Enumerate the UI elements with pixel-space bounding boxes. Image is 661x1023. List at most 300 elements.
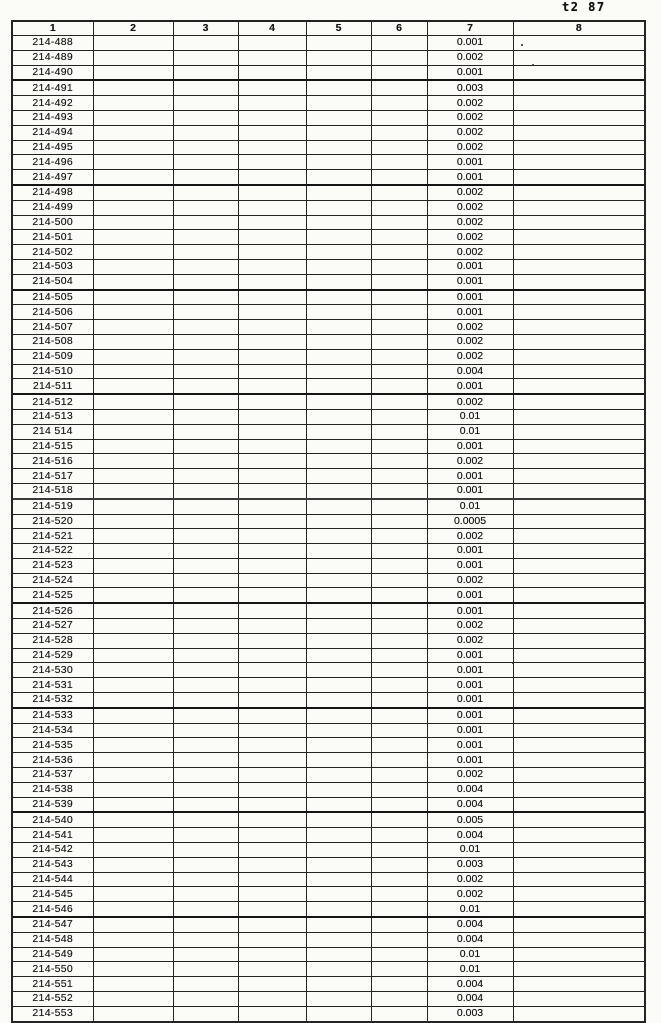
- empty-cell: [513, 962, 645, 977]
- table-row: [12, 603, 645, 618]
- empty-cell: [513, 723, 645, 738]
- sample-id-cell: 214-551: [12, 977, 93, 992]
- empty-cell: [513, 110, 645, 125]
- value-cell: 0.001: [427, 36, 513, 51]
- empty-cell: [371, 797, 427, 812]
- value-cell: 0.005: [427, 812, 513, 827]
- sample-id-cell: 214-549: [12, 947, 93, 962]
- value-cell: 0.004: [427, 932, 513, 947]
- empty-cell: [93, 200, 173, 215]
- empty-cell: [306, 992, 371, 1007]
- empty-cell: [238, 364, 306, 379]
- value-cell: 0.002: [427, 394, 513, 409]
- empty-cell: [306, 454, 371, 469]
- empty-cell: [513, 499, 645, 514]
- table-row: [12, 797, 645, 812]
- empty-cell: [513, 828, 645, 843]
- page-number: t2 87: [562, 0, 606, 14]
- empty-cell: [173, 80, 238, 95]
- empty-cell: [173, 185, 238, 200]
- empty-cell: [93, 768, 173, 783]
- table-row: [12, 50, 645, 65]
- empty-cell: [173, 96, 238, 111]
- empty-cell: [371, 573, 427, 588]
- value-cell: 0.01: [427, 499, 513, 514]
- empty-cell: [371, 529, 427, 544]
- empty-cell: [371, 977, 427, 992]
- empty-cell: [238, 723, 306, 738]
- empty-cell: [513, 843, 645, 858]
- table-row: [12, 902, 645, 917]
- empty-cell: [306, 573, 371, 588]
- table-row: [12, 678, 645, 693]
- empty-cell: [238, 334, 306, 349]
- empty-cell: [306, 469, 371, 484]
- table-row: [12, 394, 645, 409]
- sample-id-cell: 214-535: [12, 738, 93, 753]
- empty-cell: [93, 932, 173, 947]
- empty-cell: [513, 529, 645, 544]
- empty-cell: [306, 65, 371, 80]
- empty-cell: [306, 259, 371, 274]
- empty-cell: [93, 514, 173, 529]
- table-row: [12, 334, 645, 349]
- empty-cell: [93, 140, 173, 155]
- value-cell: 0.001: [427, 693, 513, 708]
- empty-cell: [173, 663, 238, 678]
- empty-cell: [173, 843, 238, 858]
- empty-cell: [371, 274, 427, 289]
- empty-cell: [238, 782, 306, 797]
- value-cell: 0.002: [427, 96, 513, 111]
- empty-cell: [306, 947, 371, 962]
- value-cell: 0.004: [427, 977, 513, 992]
- empty-cell: [93, 394, 173, 409]
- empty-cell: [93, 902, 173, 917]
- value-cell: 0.001: [427, 439, 513, 454]
- sample-id-cell: 214-546: [12, 902, 93, 917]
- empty-cell: [371, 140, 427, 155]
- empty-cell: [306, 245, 371, 260]
- empty-cell: [371, 379, 427, 394]
- empty-cell: [93, 573, 173, 588]
- empty-cell: [371, 648, 427, 663]
- table-row: [12, 469, 645, 484]
- empty-cell: [371, 558, 427, 573]
- value-cell: 0.002: [427, 140, 513, 155]
- value-cell: 0.002: [427, 110, 513, 125]
- sample-id-cell: 214-509: [12, 349, 93, 364]
- empty-cell: [371, 230, 427, 245]
- empty-cell: [173, 215, 238, 230]
- empty-cell: [173, 917, 238, 932]
- empty-cell: [513, 96, 645, 111]
- empty-cell: [371, 872, 427, 887]
- empty-cell: [513, 753, 645, 768]
- sample-id-cell: 214-492: [12, 96, 93, 111]
- value-cell: 0.01: [427, 902, 513, 917]
- empty-cell: [173, 678, 238, 693]
- empty-cell: [173, 36, 238, 51]
- empty-cell: [173, 887, 238, 902]
- empty-cell: [306, 917, 371, 932]
- value-cell: 0.001: [427, 469, 513, 484]
- table-row: [12, 290, 645, 305]
- empty-cell: [371, 320, 427, 335]
- empty-cell: [238, 50, 306, 65]
- empty-cell: [93, 469, 173, 484]
- empty-cell: [513, 170, 645, 185]
- empty-cell: [371, 812, 427, 827]
- empty-cell: [371, 544, 427, 559]
- empty-cell: [371, 394, 427, 409]
- table-row: [12, 1006, 645, 1021]
- empty-cell: [173, 573, 238, 588]
- empty-cell: [238, 648, 306, 663]
- empty-cell: [93, 274, 173, 289]
- empty-cell: [238, 529, 306, 544]
- sample-id-cell: 214-536: [12, 753, 93, 768]
- table-row: [12, 185, 645, 200]
- empty-cell: [93, 379, 173, 394]
- table-row: [12, 65, 645, 80]
- empty-cell: [173, 230, 238, 245]
- empty-cell: [306, 977, 371, 992]
- sample-id-cell: 214-519: [12, 499, 93, 514]
- empty-cell: [238, 558, 306, 573]
- empty-cell: [513, 364, 645, 379]
- table-row: [12, 259, 645, 274]
- sample-id-cell: 214-489: [12, 50, 93, 65]
- empty-cell: [371, 992, 427, 1007]
- empty-cell: [371, 215, 427, 230]
- empty-cell: [93, 797, 173, 812]
- empty-cell: [306, 693, 371, 708]
- empty-cell: [173, 469, 238, 484]
- table-row: [12, 364, 645, 379]
- empty-cell: [173, 125, 238, 140]
- empty-cell: [173, 544, 238, 559]
- value-cell: 0.002: [427, 200, 513, 215]
- empty-cell: [513, 573, 645, 588]
- table-row: [12, 992, 645, 1007]
- empty-cell: [513, 469, 645, 484]
- empty-cell: [306, 185, 371, 200]
- table-body: [12, 36, 645, 1022]
- sample-id-cell: 214-490: [12, 65, 93, 80]
- empty-cell: [93, 305, 173, 320]
- empty-cell: [173, 65, 238, 80]
- empty-cell: [238, 603, 306, 618]
- empty-cell: [93, 170, 173, 185]
- table-row: [12, 782, 645, 797]
- empty-cell: [173, 588, 238, 603]
- empty-cell: [306, 887, 371, 902]
- data-table: [11, 20, 646, 1023]
- empty-cell: [173, 648, 238, 663]
- empty-cell: [513, 932, 645, 947]
- empty-cell: [306, 648, 371, 663]
- sample-id-cell: 214-510: [12, 364, 93, 379]
- empty-cell: [306, 902, 371, 917]
- empty-cell: [93, 364, 173, 379]
- empty-cell: [513, 334, 645, 349]
- empty-cell: [306, 753, 371, 768]
- value-cell: 0.002: [427, 349, 513, 364]
- empty-cell: [173, 902, 238, 917]
- empty-cell: [173, 738, 238, 753]
- value-cell: 0.01: [427, 424, 513, 439]
- empty-cell: [306, 633, 371, 648]
- value-cell: 0.001: [427, 678, 513, 693]
- empty-cell: [513, 125, 645, 140]
- empty-cell: [371, 917, 427, 932]
- value-cell: 0.002: [427, 125, 513, 140]
- empty-cell: [371, 932, 427, 947]
- empty-cell: [238, 170, 306, 185]
- value-cell: 0.002: [427, 573, 513, 588]
- empty-cell: [93, 483, 173, 498]
- empty-cell: [173, 828, 238, 843]
- value-cell: 0.004: [427, 797, 513, 812]
- empty-cell: [93, 992, 173, 1007]
- sample-id-cell: 214-538: [12, 782, 93, 797]
- empty-cell: [306, 290, 371, 305]
- empty-cell: [371, 454, 427, 469]
- sample-id-cell: 214-533: [12, 708, 93, 723]
- empty-cell: [93, 619, 173, 634]
- sample-id-cell: 214-495: [12, 140, 93, 155]
- value-cell: 0.002: [427, 633, 513, 648]
- empty-cell: [238, 887, 306, 902]
- empty-cell: [173, 633, 238, 648]
- empty-cell: [93, 185, 173, 200]
- sample-id-cell: 214-508: [12, 334, 93, 349]
- sample-id-cell: 214-548: [12, 932, 93, 947]
- value-cell: 0.01: [427, 409, 513, 424]
- sample-id-cell: 214-539: [12, 797, 93, 812]
- empty-cell: [371, 334, 427, 349]
- empty-cell: [306, 932, 371, 947]
- table-row: [12, 558, 645, 573]
- empty-cell: [513, 663, 645, 678]
- empty-cell: [173, 170, 238, 185]
- empty-cell: [306, 409, 371, 424]
- empty-cell: [238, 259, 306, 274]
- value-cell: 0.004: [427, 828, 513, 843]
- table-row: [12, 663, 645, 678]
- table-row: [12, 424, 645, 439]
- empty-cell: [306, 230, 371, 245]
- empty-cell: [173, 409, 238, 424]
- sample-id-cell: 214-500: [12, 215, 93, 230]
- value-cell: 0.001: [427, 379, 513, 394]
- empty-cell: [173, 782, 238, 797]
- empty-cell: [306, 200, 371, 215]
- value-cell: 0.001: [427, 274, 513, 289]
- value-cell: 0.002: [427, 230, 513, 245]
- empty-cell: [513, 902, 645, 917]
- empty-cell: [238, 245, 306, 260]
- sample-id-cell: 214-532: [12, 693, 93, 708]
- table-row: [12, 499, 645, 514]
- sample-id-cell: 214-528: [12, 633, 93, 648]
- empty-cell: [238, 305, 306, 320]
- value-cell: 0.002: [427, 245, 513, 260]
- empty-cell: [238, 633, 306, 648]
- empty-cell: [93, 544, 173, 559]
- empty-cell: [513, 215, 645, 230]
- sample-id-cell: 214-521: [12, 529, 93, 544]
- empty-cell: [238, 708, 306, 723]
- table-row: [12, 320, 645, 335]
- empty-cell: [306, 723, 371, 738]
- empty-cell: [306, 663, 371, 678]
- empty-cell: [173, 529, 238, 544]
- empty-cell: [173, 305, 238, 320]
- table-row: [12, 529, 645, 544]
- empty-cell: [306, 1006, 371, 1021]
- table-row: [12, 170, 645, 185]
- empty-cell: [371, 633, 427, 648]
- empty-cell: [93, 782, 173, 797]
- table-row: [12, 947, 645, 962]
- empty-cell: [93, 155, 173, 170]
- sample-id-cell: 214-497: [12, 170, 93, 185]
- empty-cell: [238, 947, 306, 962]
- empty-cell: [173, 932, 238, 947]
- sample-id-cell: 214-504: [12, 274, 93, 289]
- empty-cell: [238, 932, 306, 947]
- empty-cell: [513, 439, 645, 454]
- empty-cell: [93, 349, 173, 364]
- table-row: [12, 633, 645, 648]
- empty-cell: [93, 80, 173, 95]
- empty-cell: [513, 454, 645, 469]
- empty-cell: [371, 902, 427, 917]
- empty-cell: [238, 1006, 306, 1021]
- empty-cell: [93, 678, 173, 693]
- empty-cell: [173, 558, 238, 573]
- empty-cell: [238, 693, 306, 708]
- value-cell: 0.003: [427, 857, 513, 872]
- column-header-2: 2: [93, 21, 173, 36]
- empty-cell: [513, 872, 645, 887]
- empty-cell: [238, 499, 306, 514]
- sample-id-cell: 214-506: [12, 305, 93, 320]
- empty-cell: [371, 65, 427, 80]
- scan-artifact-speck: [521, 44, 523, 46]
- value-cell: 0.001: [427, 290, 513, 305]
- empty-cell: [371, 200, 427, 215]
- table-row: [12, 36, 645, 51]
- empty-cell: [93, 409, 173, 424]
- empty-cell: [238, 843, 306, 858]
- empty-cell: [513, 259, 645, 274]
- empty-cell: [513, 80, 645, 95]
- table-row: [12, 917, 645, 932]
- sample-id-cell: 214-525: [12, 588, 93, 603]
- empty-cell: [93, 962, 173, 977]
- empty-cell: [371, 439, 427, 454]
- empty-cell: [173, 693, 238, 708]
- empty-cell: [173, 320, 238, 335]
- empty-cell: [238, 857, 306, 872]
- column-header-5: 5: [306, 21, 371, 36]
- empty-cell: [93, 334, 173, 349]
- empty-cell: [371, 96, 427, 111]
- empty-cell: [238, 812, 306, 827]
- sample-id-cell: 214-527: [12, 619, 93, 634]
- empty-cell: [173, 364, 238, 379]
- empty-cell: [93, 828, 173, 843]
- scan-artifact-speck: [532, 64, 534, 66]
- value-cell: 0.002: [427, 320, 513, 335]
- empty-cell: [238, 36, 306, 51]
- sample-id-cell: 214-523: [12, 558, 93, 573]
- value-cell: 0.001: [427, 544, 513, 559]
- sample-id-cell: 214-512: [12, 394, 93, 409]
- empty-cell: [238, 409, 306, 424]
- empty-cell: [513, 274, 645, 289]
- empty-cell: [238, 439, 306, 454]
- sample-id-cell: 214-534: [12, 723, 93, 738]
- value-cell: 0.002: [427, 50, 513, 65]
- sample-id-cell: 214-505: [12, 290, 93, 305]
- sample-id-cell: 214-491: [12, 80, 93, 95]
- empty-cell: [173, 977, 238, 992]
- empty-cell: [238, 992, 306, 1007]
- empty-cell: [371, 678, 427, 693]
- empty-cell: [371, 185, 427, 200]
- table-row: [12, 379, 645, 394]
- empty-cell: [93, 454, 173, 469]
- table-row: [12, 723, 645, 738]
- empty-cell: [238, 588, 306, 603]
- empty-cell: [306, 170, 371, 185]
- empty-cell: [238, 544, 306, 559]
- empty-cell: [238, 977, 306, 992]
- empty-cell: [306, 588, 371, 603]
- empty-cell: [238, 155, 306, 170]
- empty-cell: [173, 857, 238, 872]
- sample-id-cell: 214-493: [12, 110, 93, 125]
- sample-id-cell: 214-553: [12, 1006, 93, 1021]
- empty-cell: [513, 648, 645, 663]
- column-header-1: 1: [12, 21, 93, 36]
- empty-cell: [238, 290, 306, 305]
- empty-cell: [93, 738, 173, 753]
- empty-cell: [173, 424, 238, 439]
- empty-cell: [238, 379, 306, 394]
- empty-cell: [93, 753, 173, 768]
- table-row: [12, 514, 645, 529]
- sample-id-cell: 214-524: [12, 573, 93, 588]
- sample-id-cell: 214-522: [12, 544, 93, 559]
- sample-id-cell: 214-516: [12, 454, 93, 469]
- empty-cell: [238, 96, 306, 111]
- empty-cell: [306, 96, 371, 111]
- empty-cell: [371, 305, 427, 320]
- sample-id-cell: 214-494: [12, 125, 93, 140]
- empty-cell: [93, 708, 173, 723]
- empty-cell: [306, 125, 371, 140]
- empty-cell: [371, 693, 427, 708]
- table-row: [12, 483, 645, 498]
- table-row: [12, 977, 645, 992]
- empty-cell: [513, 65, 645, 80]
- empty-cell: [173, 274, 238, 289]
